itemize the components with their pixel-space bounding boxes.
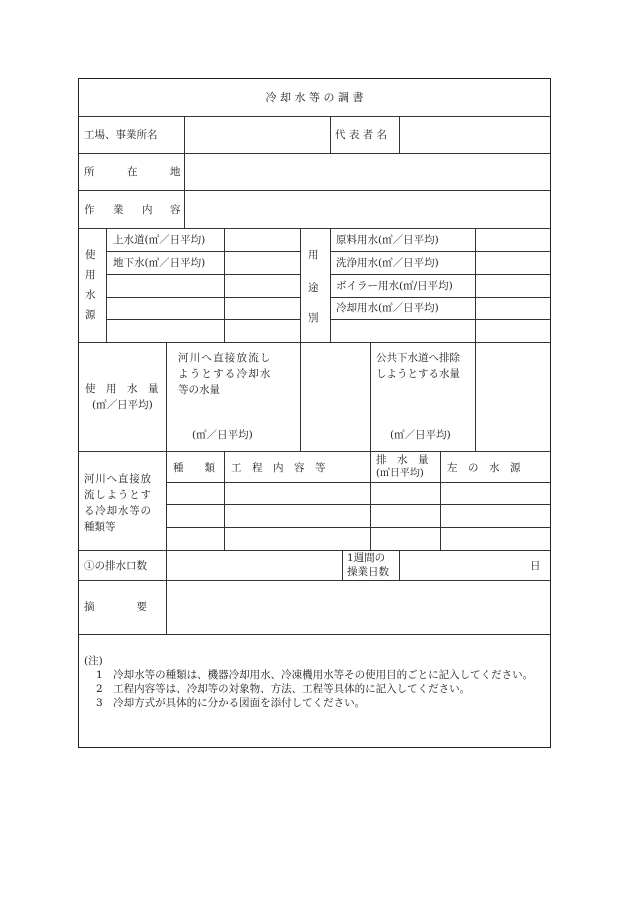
river-discharge-line-2: ようとする冷却水	[178, 368, 272, 380]
rule	[78, 190, 551, 191]
note-item: 3 冷却方式が具体的に分かる図面を添付してください。	[96, 697, 366, 709]
summary-field[interactable]	[168, 582, 549, 632]
discharge-type-line-2: 流しようとす	[84, 489, 152, 501]
groundwater-label: 地下水(㎥／日平均)	[113, 257, 206, 269]
rule	[166, 342, 167, 451]
rule	[78, 153, 551, 154]
week-days-line-1: 1週間の	[347, 552, 386, 564]
water-amount-unit: (㎥／日平均)	[92, 399, 153, 411]
rule	[440, 451, 441, 550]
work-content-field[interactable]	[186, 192, 549, 226]
note-item: 2 工程内容等は、冷却等の対象物、方法、工程等具体的に記入してください。	[96, 683, 471, 695]
kind-header: 種 類	[173, 462, 215, 474]
rule	[300, 228, 301, 451]
rule	[78, 228, 551, 229]
rule	[342, 550, 343, 580]
water-source-label-2: 用	[85, 269, 96, 281]
usage-label-1: 用	[308, 249, 319, 261]
rule	[224, 228, 225, 342]
notes	[84, 654, 548, 710]
days-unit: 日	[530, 560, 541, 572]
cooling-water-label: 冷却用水(㎥／日平均)	[336, 302, 439, 314]
rule	[330, 274, 551, 275]
boiler-water-label: ボイラー用水(㎥/日平均)	[336, 280, 453, 292]
river-discharge-line-3: 等の水量	[178, 384, 220, 396]
raw-material-water-label: 原料用水(㎥／日平均)	[336, 234, 439, 246]
location-label-1: 所	[84, 166, 95, 178]
summary-label: 摘 要	[84, 601, 147, 613]
discharge-type-line-1: 河川へ直接放	[84, 473, 152, 485]
process-header: 工 程 内 容 等	[231, 462, 326, 474]
notes-heading: (注)	[84, 655, 103, 667]
water-source-label-4: 源	[85, 309, 96, 321]
rule	[370, 451, 371, 550]
rule	[475, 342, 476, 451]
rule	[399, 116, 400, 153]
form-title: 冷 却 水 等 の 調 書	[265, 91, 364, 104]
sewer-discharge-unit: (㎥／日平均)	[390, 429, 451, 441]
rule	[106, 251, 300, 252]
water-source-label-3: 水	[85, 289, 96, 301]
rule	[106, 274, 300, 275]
washing-water-label: 洗浄用水(㎥／日平均)	[336, 257, 439, 269]
work-label-1: 作	[84, 204, 95, 216]
usage-label-3: 別	[308, 312, 319, 324]
rule	[399, 550, 400, 580]
drain-amount-unit: (㎥日平均)	[376, 468, 424, 479]
location-label-2: 在	[127, 166, 138, 178]
outlet-count-label: ①の排水口数	[84, 560, 147, 572]
rule	[106, 319, 300, 320]
rule	[78, 451, 551, 452]
rule	[370, 342, 371, 451]
note-item: 1 冷却水等の種類は、機器冷却用水、冷凍機用水等その使用目的ごとに記入してください。	[96, 669, 534, 681]
sewer-discharge-line-1: 公共下水道へ排除	[376, 352, 460, 364]
water-amount-label: 使 用 水 量	[85, 383, 159, 395]
rule	[166, 451, 167, 550]
week-days-line-2: 操業日数	[347, 566, 389, 578]
discharge-type-line-3: る冷却水等の	[84, 505, 152, 517]
rule	[184, 153, 185, 228]
factory-name-label: 工場、事業所名	[84, 129, 158, 141]
location-field[interactable]	[186, 155, 549, 188]
rule	[106, 297, 300, 298]
drain-amount-header: 排 水 量	[376, 454, 429, 466]
work-label-4: 容	[170, 204, 181, 216]
rule	[78, 550, 551, 551]
water-source-label-1: 使	[85, 249, 96, 261]
rule	[184, 116, 185, 153]
rule	[330, 228, 331, 342]
representative-field[interactable]	[401, 118, 549, 151]
discharge-type-line-4: 種類等	[84, 521, 116, 533]
rule	[330, 116, 331, 153]
representative-label: 代 表 者 名	[335, 129, 388, 141]
rule	[224, 451, 225, 550]
sewer-discharge-line-2: しようとする水量	[376, 368, 460, 380]
rule	[78, 580, 551, 581]
rule	[106, 228, 107, 342]
rule	[78, 634, 551, 635]
river-discharge-line-1: 河川へ直接放流し	[178, 352, 272, 364]
rule	[475, 228, 476, 342]
usage-label-2: 途	[308, 282, 319, 294]
rule	[78, 342, 551, 343]
location-label-3: 地	[170, 166, 181, 178]
work-label-3: 内	[142, 204, 153, 216]
rule	[330, 251, 551, 252]
left-water-source-header: 左 の 水 源	[447, 462, 521, 474]
tap-water-label: 上水道(㎥／日平均)	[113, 234, 206, 246]
rule	[166, 550, 167, 634]
rule	[330, 319, 551, 320]
factory-name-field[interactable]	[186, 118, 328, 151]
rule	[78, 116, 551, 117]
work-label-2: 業	[113, 204, 124, 216]
rule	[330, 297, 551, 298]
river-discharge-unit: (㎥／日平均)	[192, 429, 253, 441]
